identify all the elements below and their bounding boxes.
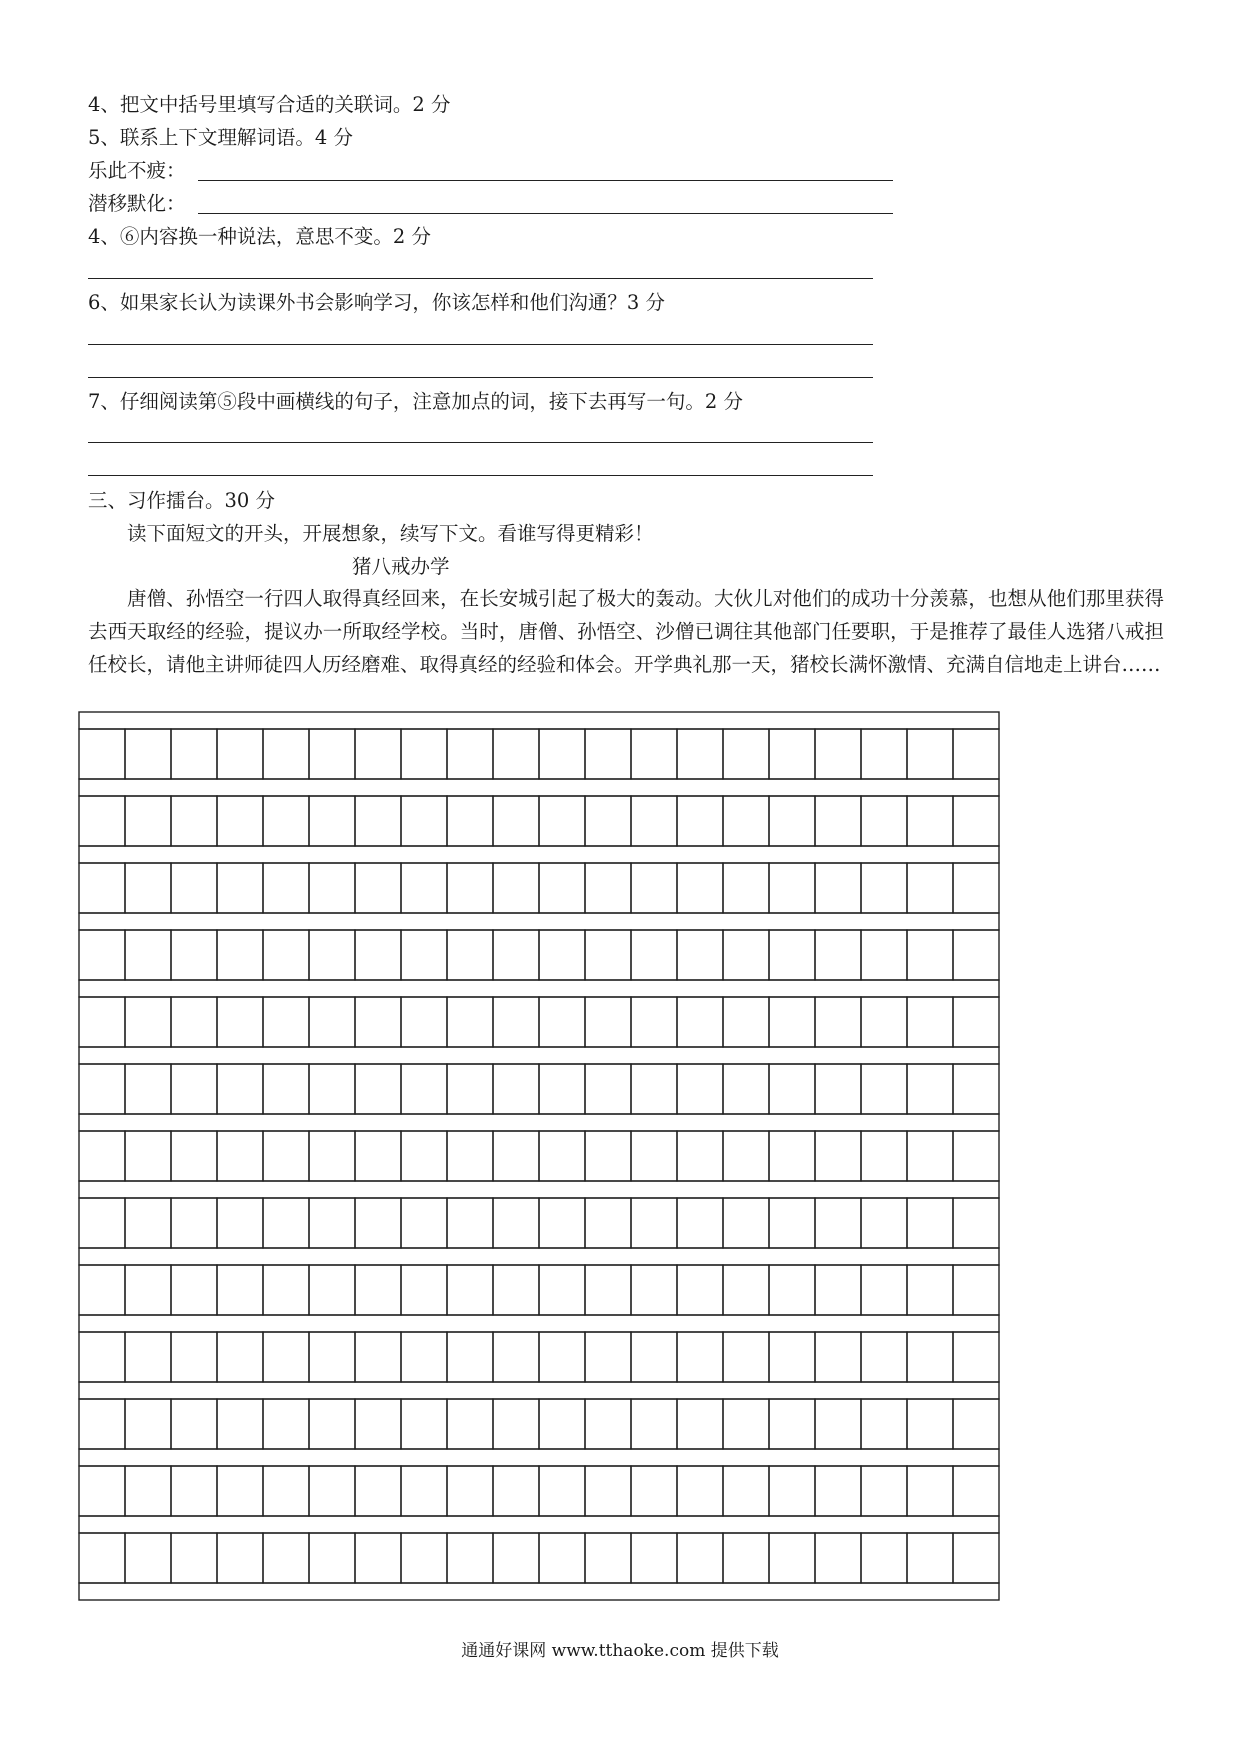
grid-cell — [217, 1131, 263, 1181]
grid-gap-band — [79, 846, 999, 863]
grid-cell — [815, 930, 861, 980]
grid-gap-band — [79, 779, 999, 796]
essay-opening-passage: 唐僧、孙悟空一行四人取得真经回来，在长安城引起了极大的轰动。大伙儿对他们的成功十分羡慕，也想从他们那里获得去西天取经的经验，提议办一所取经学校。当时，唐僧、孙悟空、沙僧已调往其他部门任要职，于是推荐了最佳人选猪八戒担任校长，请他主讲师徒四人历经磨难、取得真经的经验和体会。开学典礼那一天，猪校长满怀激情、充满自信地走上讲台…… — [88, 587, 1164, 676]
grid-cell — [79, 863, 125, 913]
grid-cell — [355, 1466, 401, 1516]
grid-cell — [79, 729, 125, 779]
grid-cell — [861, 1131, 907, 1181]
grid-cell — [585, 1131, 631, 1181]
grid-cell — [263, 1533, 309, 1583]
grid-cell — [769, 997, 815, 1047]
grid-cell — [125, 1064, 171, 1114]
grid-cell — [401, 930, 447, 980]
grid-cell — [585, 1064, 631, 1114]
grid-cell — [815, 1198, 861, 1248]
grid-cell — [723, 1466, 769, 1516]
grid-cell — [907, 863, 953, 913]
grid-cell — [493, 930, 539, 980]
grid-cell — [769, 1131, 815, 1181]
grid-cell — [447, 1466, 493, 1516]
grid-cell — [861, 1533, 907, 1583]
grid-cell — [861, 796, 907, 846]
grid-cell — [769, 930, 815, 980]
grid-gap-band — [79, 1449, 999, 1466]
grid-cell — [769, 863, 815, 913]
grid-cell — [631, 930, 677, 980]
grid-gap-band — [79, 980, 999, 997]
grid-cell — [723, 930, 769, 980]
grid-cell — [447, 1533, 493, 1583]
grid-cell — [585, 729, 631, 779]
grid-cell — [493, 1332, 539, 1382]
grid-cell — [539, 1131, 585, 1181]
grid-cell — [263, 997, 309, 1047]
grid-cell — [539, 1064, 585, 1114]
grid-cell — [907, 997, 953, 1047]
answer-line[interactable] — [88, 278, 873, 279]
grid-cell — [217, 863, 263, 913]
grid-cell — [815, 863, 861, 913]
grid-cell — [171, 930, 217, 980]
grid-cell — [723, 1533, 769, 1583]
grid-cell — [723, 729, 769, 779]
grid-cell — [493, 1265, 539, 1315]
word2-answer-line[interactable] — [198, 213, 893, 214]
grid-cell — [953, 1399, 999, 1449]
grid-cell — [953, 1533, 999, 1583]
grid-cell — [309, 997, 355, 1047]
grid-cell — [953, 1265, 999, 1315]
grid-cell — [861, 1265, 907, 1315]
grid-cell — [723, 1198, 769, 1248]
grid-cell — [309, 1533, 355, 1583]
grid-cell — [907, 1332, 953, 1382]
grid-cell — [539, 1399, 585, 1449]
grid-cell — [953, 1198, 999, 1248]
grid-cell — [125, 729, 171, 779]
grid-cell — [401, 863, 447, 913]
grid-cell — [723, 863, 769, 913]
grid-cell — [677, 930, 723, 980]
grid-cell — [723, 1332, 769, 1382]
grid-cell — [447, 1332, 493, 1382]
grid-cell — [677, 863, 723, 913]
grid-cell — [631, 1198, 677, 1248]
grid-cell — [815, 796, 861, 846]
question-4b: 4、⑥内容换一种说法，意思不变。2 分 — [88, 225, 432, 248]
grid-cell — [861, 1064, 907, 1114]
grid-cell — [309, 1399, 355, 1449]
grid-cell — [585, 930, 631, 980]
grid-cell — [217, 1332, 263, 1382]
grid-cell — [493, 863, 539, 913]
grid-cell — [631, 1466, 677, 1516]
grid-cell — [585, 997, 631, 1047]
grid-cell — [493, 997, 539, 1047]
grid-cell — [263, 1466, 309, 1516]
grid-cell — [585, 863, 631, 913]
grid-cell — [125, 1466, 171, 1516]
grid-cell — [79, 1466, 125, 1516]
grid-cell — [723, 1064, 769, 1114]
grid-cell — [769, 1399, 815, 1449]
grid-cell — [309, 930, 355, 980]
grid-cell — [723, 1399, 769, 1449]
grid-cell — [125, 1399, 171, 1449]
grid-cell — [677, 997, 723, 1047]
grid-cell — [539, 796, 585, 846]
grid-cell — [79, 1533, 125, 1583]
grid-cell — [217, 930, 263, 980]
grid-cell — [907, 930, 953, 980]
grid-cell — [217, 997, 263, 1047]
grid-cell — [769, 796, 815, 846]
grid-cell — [723, 1131, 769, 1181]
grid-cell — [171, 1332, 217, 1382]
grid-cell — [401, 1265, 447, 1315]
grid-cell — [539, 729, 585, 779]
grid-cell — [263, 1064, 309, 1114]
grid-cell — [815, 1064, 861, 1114]
grid-cell — [907, 796, 953, 846]
grid-cell — [171, 1399, 217, 1449]
grid-cell — [769, 1332, 815, 1382]
grid-cell — [171, 1198, 217, 1248]
grid-cell — [125, 930, 171, 980]
grid-cell — [217, 1265, 263, 1315]
grid-cell — [79, 997, 125, 1047]
grid-cell — [677, 729, 723, 779]
grid-cell — [355, 1131, 401, 1181]
grid-cell — [171, 1533, 217, 1583]
writing-grid[interactable] — [77, 710, 1001, 1602]
grid-cell — [631, 1064, 677, 1114]
grid-cell — [953, 930, 999, 980]
grid-cell — [815, 1332, 861, 1382]
grid-cell — [171, 1131, 217, 1181]
grid-cell — [953, 863, 999, 913]
grid-gap-band — [79, 1248, 999, 1265]
grid-cell — [263, 729, 309, 779]
grid-cell — [861, 863, 907, 913]
grid-cell — [217, 1198, 263, 1248]
grid-cell — [953, 1064, 999, 1114]
grid-cell — [217, 729, 263, 779]
grid-cell — [631, 796, 677, 846]
grid-cell — [447, 930, 493, 980]
grid-gap-band — [79, 712, 999, 729]
grid-cell — [631, 1533, 677, 1583]
grid-cell — [539, 1198, 585, 1248]
grid-cell — [677, 796, 723, 846]
grid-cell — [263, 863, 309, 913]
grid-cell — [861, 729, 907, 779]
section3-heading: 三、习作擂台。30 分 — [88, 489, 276, 512]
grid-cell — [539, 1332, 585, 1382]
grid-cell — [953, 997, 999, 1047]
grid-cell — [355, 997, 401, 1047]
grid-cell — [539, 1466, 585, 1516]
grid-cell — [125, 1198, 171, 1248]
question-7: 7、仔细阅读第⑤段中画横线的句子，注意加点的词，接下去再写一句。2 分 — [88, 390, 744, 413]
grid-cell — [263, 1399, 309, 1449]
grid-cell — [907, 1466, 953, 1516]
grid-cell — [355, 1533, 401, 1583]
grid-cell — [171, 1466, 217, 1516]
grid-cell — [217, 1533, 263, 1583]
grid-cell — [401, 1332, 447, 1382]
grid-cell — [217, 1466, 263, 1516]
grid-gap-band — [79, 1047, 999, 1064]
grid-cell — [263, 796, 309, 846]
grid-cell — [355, 1198, 401, 1248]
grid-cell — [447, 863, 493, 913]
answer-line[interactable] — [88, 442, 873, 443]
grid-cell — [815, 1265, 861, 1315]
grid-cell — [217, 1399, 263, 1449]
grid-cell — [263, 1265, 309, 1315]
grid-cell — [585, 1399, 631, 1449]
word2-label: 潜移默化： — [88, 192, 186, 215]
grid-cell — [631, 997, 677, 1047]
grid-cell — [79, 1131, 125, 1181]
grid-cell — [493, 1131, 539, 1181]
grid-cell — [493, 796, 539, 846]
grid-cell — [309, 1131, 355, 1181]
grid-cell — [493, 1064, 539, 1114]
grid-gap-band — [79, 1583, 999, 1600]
word1-answer-line[interactable] — [198, 180, 893, 181]
grid-gap-band — [79, 913, 999, 930]
grid-cell — [769, 1533, 815, 1583]
grid-cell — [585, 1533, 631, 1583]
grid-cell — [309, 1332, 355, 1382]
grid-cell — [953, 1131, 999, 1181]
answer-line[interactable] — [88, 344, 873, 345]
grid-cell — [631, 729, 677, 779]
grid-cell — [401, 729, 447, 779]
grid-cell — [861, 1332, 907, 1382]
grid-cell — [401, 1131, 447, 1181]
grid-cell — [125, 997, 171, 1047]
grid-cell — [263, 1332, 309, 1382]
grid-cell — [861, 1466, 907, 1516]
grid-cell — [309, 1265, 355, 1315]
grid-cell — [309, 1198, 355, 1248]
grid-cell — [631, 1332, 677, 1382]
grid-cell — [907, 1533, 953, 1583]
grid-cell — [493, 1399, 539, 1449]
grid-cell — [447, 1064, 493, 1114]
grid-cell — [723, 997, 769, 1047]
section3-instruction: 读下面短文的开头，开展想象，续写下文。看谁写得更精彩！ — [127, 522, 654, 545]
grid-cell — [309, 1064, 355, 1114]
grid-cell — [677, 1399, 723, 1449]
grid-cell — [539, 863, 585, 913]
grid-cell — [861, 1399, 907, 1449]
grid-cell — [447, 1399, 493, 1449]
grid-cell — [171, 1064, 217, 1114]
answer-line[interactable] — [88, 475, 873, 476]
grid-cell — [953, 1466, 999, 1516]
grid-cell — [309, 729, 355, 779]
grid-cell — [861, 1198, 907, 1248]
grid-cell — [401, 1466, 447, 1516]
grid-cell — [79, 1399, 125, 1449]
grid-cell — [309, 1466, 355, 1516]
grid-cell — [401, 1198, 447, 1248]
grid-cell — [953, 729, 999, 779]
grid-cell — [125, 796, 171, 846]
grid-cell — [493, 729, 539, 779]
essay-title: 猪八戒办学 — [352, 555, 450, 578]
grid-cell — [125, 1131, 171, 1181]
grid-cell — [953, 796, 999, 846]
grid-cell — [677, 1131, 723, 1181]
question-5: 5、联系上下文理解词语。4 分 — [88, 126, 354, 149]
word1-label: 乐此不疲： — [88, 159, 186, 182]
grid-cell — [493, 1198, 539, 1248]
grid-cell — [585, 1466, 631, 1516]
grid-gap-band — [79, 1114, 999, 1131]
grid-cell — [539, 1265, 585, 1315]
grid-cell — [631, 1399, 677, 1449]
grid-cell — [769, 729, 815, 779]
grid-gap-band — [79, 1181, 999, 1198]
grid-cell — [309, 796, 355, 846]
grid-cell — [677, 1466, 723, 1516]
grid-cell — [677, 1198, 723, 1248]
grid-cell — [355, 1332, 401, 1382]
grid-cell — [815, 729, 861, 779]
grid-cell — [769, 1064, 815, 1114]
grid-cell — [907, 729, 953, 779]
grid-cell — [815, 1533, 861, 1583]
grid-cell — [401, 997, 447, 1047]
grid-cell — [723, 796, 769, 846]
grid-cell — [447, 1198, 493, 1248]
grid-cell — [447, 1131, 493, 1181]
grid-cell — [401, 1533, 447, 1583]
grid-cell — [723, 1265, 769, 1315]
grid-cell — [585, 796, 631, 846]
grid-cell — [355, 796, 401, 846]
grid-cell — [171, 729, 217, 779]
grid-cell — [217, 1064, 263, 1114]
grid-cell — [125, 863, 171, 913]
grid-cell — [125, 1533, 171, 1583]
question-6: 6、如果家长认为读课外书会影响学习，你该怎样和他们沟通？3 分 — [88, 291, 666, 314]
grid-cell — [263, 1131, 309, 1181]
grid-cell — [677, 1064, 723, 1114]
grid-cell — [907, 1064, 953, 1114]
grid-cell — [769, 1466, 815, 1516]
grid-cell — [309, 863, 355, 913]
grid-cell — [401, 1064, 447, 1114]
grid-cell — [585, 1198, 631, 1248]
grid-cell — [907, 1131, 953, 1181]
grid-cell — [355, 729, 401, 779]
grid-cell — [171, 997, 217, 1047]
grid-cell — [125, 1265, 171, 1315]
grid-cell — [355, 863, 401, 913]
grid-cell — [355, 1399, 401, 1449]
grid-cell — [539, 1533, 585, 1583]
grid-cell — [907, 1399, 953, 1449]
grid-cell — [79, 796, 125, 846]
grid-cell — [861, 997, 907, 1047]
grid-cell — [953, 1332, 999, 1382]
grid-cell — [539, 997, 585, 1047]
grid-cell — [447, 796, 493, 846]
grid-cell — [171, 1265, 217, 1315]
grid-gap-band — [79, 1382, 999, 1399]
grid-cell — [355, 1064, 401, 1114]
grid-cell — [769, 1265, 815, 1315]
grid-cell — [79, 1332, 125, 1382]
footer-credit: 通通好课网 www.tthaoke.com 提供下载 — [461, 1641, 779, 1661]
grid-cell — [815, 997, 861, 1047]
grid-gap-band — [79, 1516, 999, 1533]
question-4a: 4、把文中括号里填写合适的关联词。2 分 — [88, 93, 451, 116]
grid-cell — [539, 930, 585, 980]
grid-cell — [493, 1466, 539, 1516]
grid-cell — [401, 796, 447, 846]
grid-cell — [263, 1198, 309, 1248]
grid-cell — [263, 930, 309, 980]
grid-cell — [79, 1265, 125, 1315]
grid-cell — [79, 1064, 125, 1114]
grid-cell — [401, 1399, 447, 1449]
grid-cell — [815, 1399, 861, 1449]
grid-cell — [447, 997, 493, 1047]
grid-cell — [493, 1533, 539, 1583]
grid-cell — [125, 1332, 171, 1382]
grid-cell — [631, 1265, 677, 1315]
grid-cell — [355, 930, 401, 980]
grid-cell — [171, 796, 217, 846]
grid-cell — [677, 1332, 723, 1382]
answer-line[interactable] — [88, 377, 873, 378]
grid-cell — [815, 1131, 861, 1181]
grid-gap-band — [79, 1315, 999, 1332]
grid-cell — [677, 1533, 723, 1583]
grid-cell — [631, 1131, 677, 1181]
grid-cell — [631, 863, 677, 913]
grid-cell — [677, 1265, 723, 1315]
grid-cell — [907, 1265, 953, 1315]
grid-cell — [447, 1265, 493, 1315]
grid-cell — [355, 1265, 401, 1315]
grid-cell — [447, 729, 493, 779]
grid-cell — [217, 796, 263, 846]
grid-cell — [769, 1198, 815, 1248]
grid-cell — [585, 1332, 631, 1382]
grid-cell — [585, 1265, 631, 1315]
grid-cell — [79, 1198, 125, 1248]
grid-cell — [815, 1466, 861, 1516]
grid-cell — [79, 930, 125, 980]
grid-cell — [861, 930, 907, 980]
grid-cell — [907, 1198, 953, 1248]
grid-cell — [171, 863, 217, 913]
